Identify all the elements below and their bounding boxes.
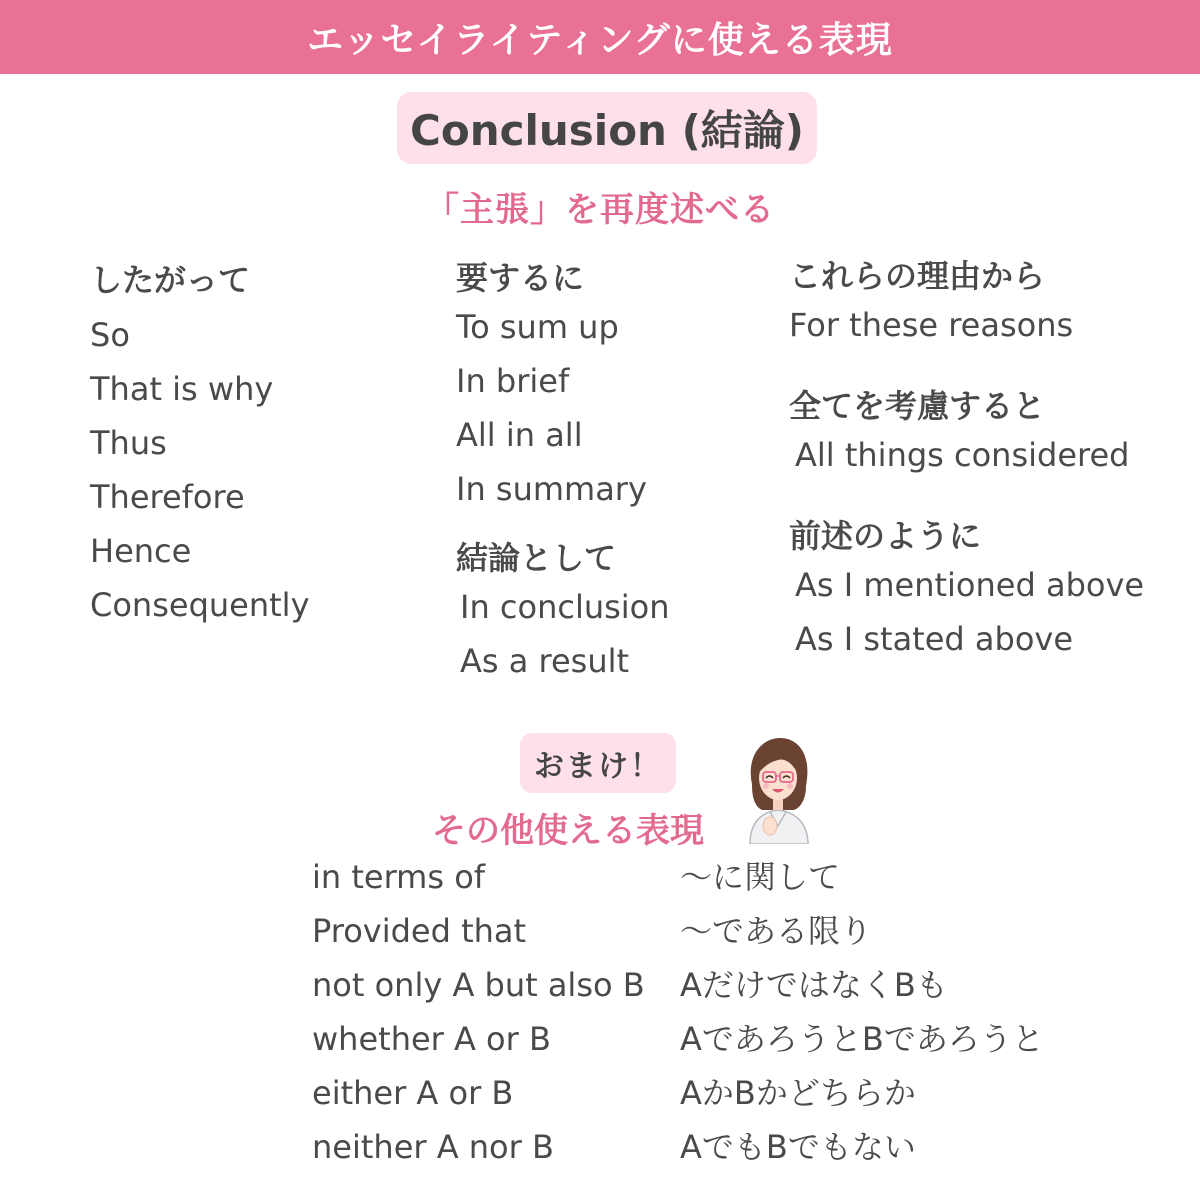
phrase-item: In summary [456, 470, 647, 508]
phrase-item: Hence [90, 532, 192, 570]
phrase-item: In brief [456, 362, 570, 400]
phrase-item: Therefore [90, 478, 245, 516]
phrase-group [90, 258, 310, 632]
expression-item: whether A or B [312, 1020, 551, 1058]
expression-item: in terms of [312, 858, 486, 896]
group-heading: 全てを考慮すると [789, 387, 1046, 425]
header-banner [0, 0, 1200, 74]
phrase-group [789, 514, 1144, 668]
group-heading: 結論として [456, 539, 617, 577]
phrase-item: So [90, 316, 130, 354]
meaning-item: 〜である限り [680, 912, 873, 950]
group-heading: 前述のように [789, 517, 982, 555]
meaning-item: 〜に関して [680, 858, 841, 896]
bonus-subtitle: その他使える表現 [432, 811, 704, 851]
group-heading: これらの理由から [789, 257, 1046, 295]
phrase-group [456, 536, 670, 688]
english-expressions [312, 850, 645, 1174]
phrase-item: In conclusion [460, 588, 670, 626]
meaning-item: AだけではなくBも [680, 966, 948, 1004]
column-2 [456, 256, 670, 688]
meaning-item: AかBかどちらか [680, 1074, 916, 1112]
group-heading: したがって [90, 261, 251, 299]
expression-item: not only A but also B [312, 966, 645, 1004]
phrase-item: For these reasons [789, 306, 1074, 344]
bonus-label-pill [520, 733, 676, 793]
phrase-item: Thus [90, 424, 167, 462]
group-heading: 要するに [456, 259, 585, 297]
woman-with-glasses-avatar-icon [740, 734, 816, 844]
phrase-group [789, 254, 1144, 354]
section-title-pill [397, 92, 817, 164]
header-title: エッセイライティングに使える表現 [307, 19, 893, 61]
meaning-item: AでもBでもない [680, 1128, 916, 1166]
column-1 [90, 258, 310, 632]
phrase-group [789, 384, 1144, 484]
phrase-item: Consequently [90, 586, 310, 624]
phrase-item: All things considered [795, 436, 1130, 474]
bonus-label: おまけ！ [534, 749, 662, 784]
phrase-item: As a result [460, 642, 630, 680]
expression-item: either A or B [312, 1074, 514, 1112]
expression-item: Provided that [312, 912, 527, 950]
phrase-item: That is why [90, 370, 274, 408]
expression-item: neither A nor B [312, 1128, 554, 1166]
phrase-item: As I stated above [795, 620, 1074, 658]
phrase-item: All in all [456, 416, 583, 454]
column-3 [789, 254, 1144, 668]
section-subtitle: 「主張」を再度述べる [425, 190, 775, 230]
phrase-item: To sum up [456, 308, 619, 346]
section-title: Conclusion (結論) [410, 106, 804, 155]
japanese-meanings [680, 850, 1044, 1174]
phrase-group [456, 256, 670, 516]
meaning-item: AであろうとBであろうと [680, 1020, 1044, 1058]
phrase-item: As I mentioned above [795, 566, 1145, 604]
